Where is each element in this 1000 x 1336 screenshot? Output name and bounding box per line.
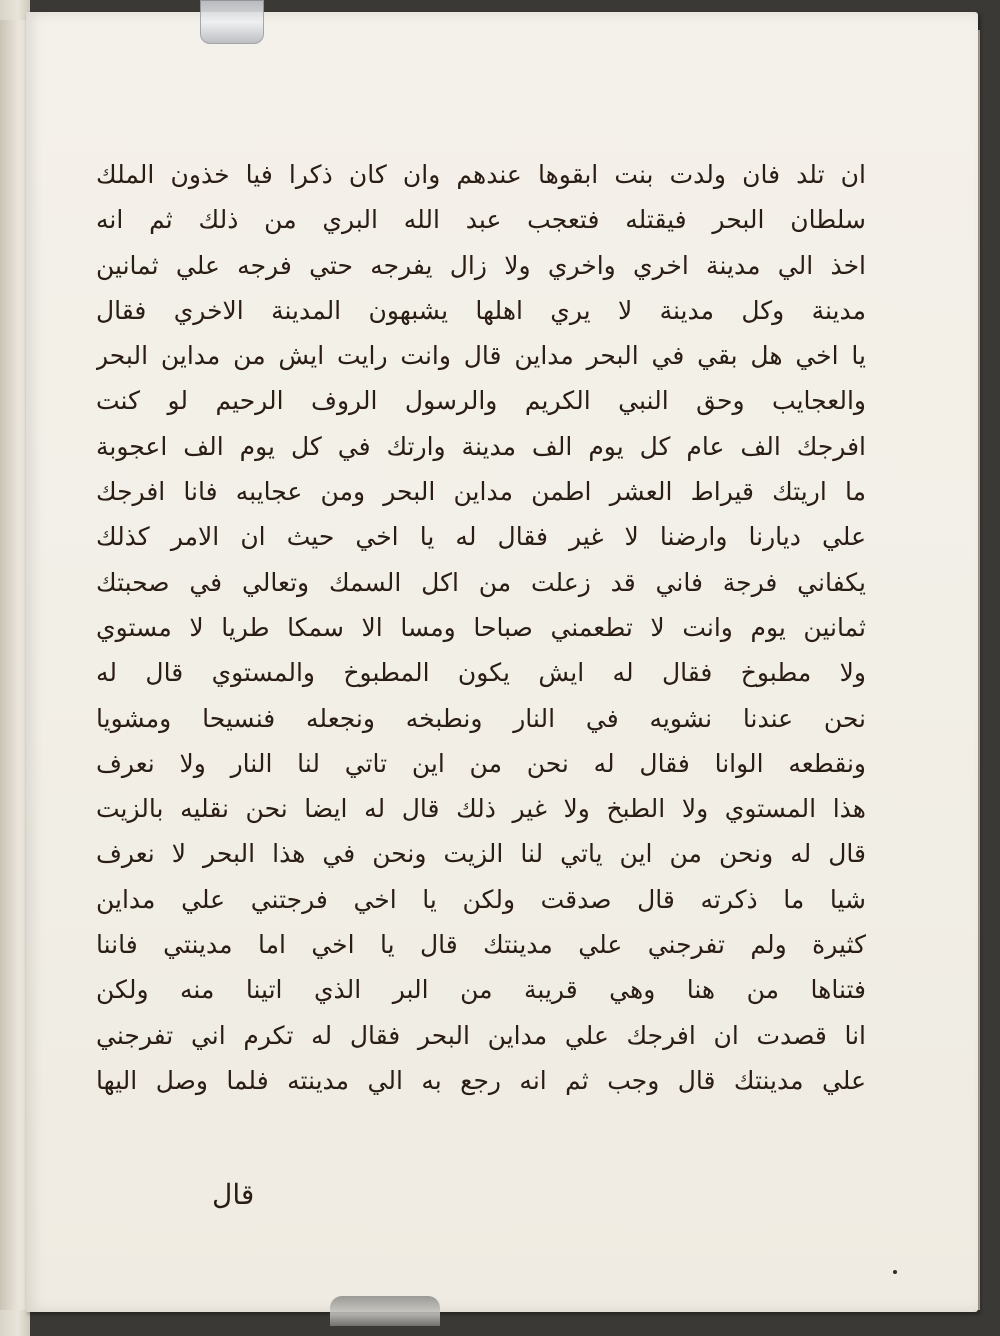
manuscript-text-block [96, 152, 866, 1103]
text-line: كثيرة ولم تفرجني علي مدينتك قال يا اخي اما مدينتي فاننا [96, 930, 866, 960]
catchword: قال [212, 1178, 255, 1211]
text-line: سلطان البحر فيقتله فتعجب عبد الله البري من ذلك ثم انه [96, 205, 866, 235]
text-line: يا اخي هل بقي في البحر مداين قال وانت رايت ايش من مداين البحر [96, 341, 866, 371]
page-weight-bottom [330, 1296, 440, 1326]
page-clip-top [200, 0, 264, 44]
text-line: علي ديارنا وارضنا لا غير فقال له يا اخي حيث ان الامر كذلك [96, 522, 866, 552]
text-line: شيا ما ذكرته قال صدقت ولكن يا اخي فرجتني علي مداين [96, 884, 866, 914]
text-line: فتناها من هنا وهي قريبة من البر الذي اتينا منه ولكن [96, 975, 866, 1005]
text-line: ونقطعه الوانا فقال له نحن من اين تاتي لنا النار ولا نعرف [96, 748, 866, 778]
text-line: ولا مطبوخ فقال له ايش يكون المطبوخ والمستوي قال له [96, 658, 866, 688]
text-line: علي مدينتك قال وجب ثم انه رجع به الي مدينته فلما وصل اليها [96, 1065, 866, 1095]
text-line: والعجايب وحق النبي الكريم والرسول الروف الرحيم لو كنت [96, 386, 866, 416]
text-line: ثمانين يوم وانت لا تطعمني صباحا ومسا الا سمكا طريا لا مستوي [96, 612, 866, 642]
text-line: قال له ونحن من اين ياتي لنا الزيت ونحن في هذا البحر لا نعرف [96, 839, 866, 869]
text-line: هذا المستوي ولا الطبخ ولا غير ذلك قال له ايضا نحن نقليه بالزيت [96, 794, 866, 824]
text-line: اخذ الي مدينة اخري واخري ولا زال يفرجه حتي فرجه علي ثمانين [96, 250, 866, 280]
text-line: نحن عندنا نشويه في النار ونطبخه ونجعله فنسيحا ومشويا [96, 703, 866, 733]
text-line: انا قصدت ان افرجك علي مداين البحر فقال له تكرم اني تفرجني [96, 1020, 866, 1050]
text-line: يكفاني فرجة فاني قد زعلت من اكل السمك وتعالي في صحبتك [96, 567, 866, 597]
ink-speck [893, 1270, 897, 1274]
text-line: افرجك الف عام كل يوم الف مدينة وارتك في كل يوم الف اعجوبة [96, 431, 866, 461]
text-line: ما اريتك قيراط العشر اطمن مداين البحر ومن عجايبه فانا افرجك [96, 477, 866, 507]
text-line: مدينة وكل مدينة لا يري اهلها يشبهون المدينة الاخري فقال [96, 295, 866, 325]
text-line: ان تلد فان ولدت بنت ابقوها عندهم وان كان ذكرا فيا خذون الملك [96, 160, 866, 189]
